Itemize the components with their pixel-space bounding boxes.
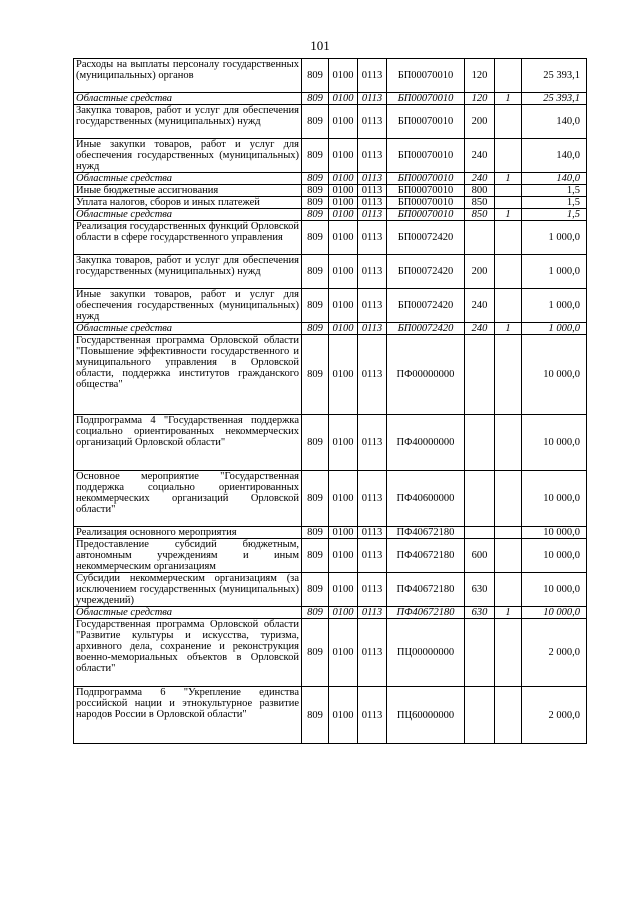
section-code-cell: 0100 [329,335,358,415]
funding-source-cell [495,335,522,415]
ministry-code-cell: 809 [302,573,329,607]
budget-table-body [74,59,587,744]
funding-source-cell [495,221,522,255]
table-row [74,105,587,139]
subsection-code-cell: 0113 [358,471,387,527]
subsection-code-cell: 0113 [358,335,387,415]
funding-source-cell: 1 [495,323,522,335]
subsection-code-cell: 0113 [358,221,387,255]
table-row [74,139,587,173]
table-row [74,209,587,221]
subsection-code-cell: 0113 [358,209,387,221]
table-row [74,323,587,335]
row-name-cell: Расходы на выплаты персоналу государственных (муниципальных) органов [74,59,302,93]
subsection-code-cell: 0113 [358,573,387,607]
expense-type-cell: 200 [465,255,495,289]
subsection-code-cell: 0113 [358,539,387,573]
funding-source-cell: 1 [495,607,522,619]
ministry-code-cell: 809 [302,255,329,289]
expense-type-cell: 200 [465,105,495,139]
row-name-cell: Государственная программа Орловской области "Повышение эффективности государственного и муниципального управления в Орловской области, поддержка институтов гражданского общества" [74,335,302,415]
section-code-cell: 0100 [329,289,358,323]
expense-type-cell: 600 [465,539,495,573]
table-row [74,173,587,185]
subsection-code-cell: 0113 [358,415,387,471]
target-article-cell: БП00072420 [387,289,465,323]
expense-type-cell [465,527,495,539]
target-article-cell: ПФ40672180 [387,527,465,539]
target-article-cell: БП00072420 [387,323,465,335]
subsection-code-cell: 0113 [358,105,387,139]
ministry-code-cell: 809 [302,335,329,415]
section-code-cell: 0100 [329,185,358,197]
subsection-code-cell: 0113 [358,323,387,335]
amount-cell: 25 393,1 [522,93,587,105]
target-article-cell: ПФ40672180 [387,573,465,607]
ministry-code-cell: 809 [302,687,329,744]
expense-type-cell: 630 [465,573,495,607]
row-name-cell: Реализация государственных функций Орловской области в сфере государственного управления [74,221,302,255]
subsection-code-cell: 0113 [358,255,387,289]
expense-type-cell [465,619,495,687]
amount-cell: 10 000,0 [522,415,587,471]
funding-source-cell [495,105,522,139]
funding-source-cell [495,619,522,687]
amount-cell: 10 000,0 [522,471,587,527]
funding-source-cell [495,471,522,527]
table-row [74,197,587,209]
subsection-code-cell: 0113 [358,173,387,185]
target-article-cell: ПФ40672180 [387,607,465,619]
funding-source-cell [495,415,522,471]
expense-type-cell: 120 [465,93,495,105]
target-article-cell: БП00070010 [387,139,465,173]
table-row [74,687,587,744]
ministry-code-cell: 809 [302,415,329,471]
expense-type-cell: 240 [465,289,495,323]
funding-source-cell: 1 [495,209,522,221]
subsection-code-cell: 0113 [358,289,387,323]
table-row [74,335,587,415]
target-article-cell: БП00070010 [387,93,465,105]
amount-cell: 1,5 [522,185,587,197]
funding-source-cell [495,139,522,173]
row-name-cell: Уплата налогов, сборов и иных платежей [74,197,302,209]
target-article-cell: ПФ40600000 [387,471,465,527]
section-code-cell: 0100 [329,539,358,573]
table-row [74,185,587,197]
ministry-code-cell: 809 [302,607,329,619]
row-name-cell: Предоставление субсидий бюджетным, автономным учреждениям и иным некоммерческим организациям [74,539,302,573]
section-code-cell: 0100 [329,573,358,607]
expense-type-cell: 240 [465,139,495,173]
funding-source-cell [495,185,522,197]
ministry-code-cell: 809 [302,527,329,539]
target-article-cell: ПЦ60000000 [387,687,465,744]
section-code-cell: 0100 [329,687,358,744]
section-code-cell: 0100 [329,471,358,527]
expense-type-cell: 800 [465,185,495,197]
funding-source-cell [495,687,522,744]
amount-cell: 1 000,0 [522,221,587,255]
row-name-cell: Иные закупки товаров, работ и услуг для обеспечения государственных (муниципальных) нужд [74,139,302,173]
section-code-cell: 0100 [329,173,358,185]
section-code-cell: 0100 [329,619,358,687]
section-code-cell: 0100 [329,255,358,289]
target-article-cell: ПЦ00000000 [387,619,465,687]
row-name-cell: Областные средства [74,607,302,619]
funding-source-cell [495,59,522,93]
section-code-cell: 0100 [329,415,358,471]
page-number: 101 [310,38,330,53]
funding-source-cell: 1 [495,93,522,105]
amount-cell: 1 000,0 [522,255,587,289]
row-name-cell: Иные бюджетные ассигнования [74,185,302,197]
ministry-code-cell: 809 [302,139,329,173]
table-row [74,527,587,539]
section-code-cell: 0100 [329,59,358,93]
amount-cell: 25 393,1 [522,59,587,93]
row-name-cell: Областные средства [74,93,302,105]
expense-type-cell [465,687,495,744]
ministry-code-cell: 809 [302,173,329,185]
target-article-cell: БП00070010 [387,105,465,139]
target-article-cell: БП00072420 [387,255,465,289]
subsection-code-cell: 0113 [358,607,387,619]
section-code-cell: 0100 [329,607,358,619]
expense-type-cell [465,221,495,255]
section-code-cell: 0100 [329,221,358,255]
funding-source-cell: 1 [495,173,522,185]
ministry-code-cell: 809 [302,209,329,221]
table-row [74,289,587,323]
subsection-code-cell: 0113 [358,59,387,93]
table-row [74,415,587,471]
funding-source-cell [495,539,522,573]
row-name-cell: Областные средства [74,209,302,221]
target-article-cell: ПФ00000000 [387,335,465,415]
table-row [74,619,587,687]
ministry-code-cell: 809 [302,93,329,105]
expense-type-cell: 120 [465,59,495,93]
expense-type-cell: 850 [465,197,495,209]
expense-type-cell [465,335,495,415]
ministry-code-cell: 809 [302,185,329,197]
amount-cell: 10 000,0 [522,573,587,607]
target-article-cell: БП00070010 [387,185,465,197]
funding-source-cell [495,255,522,289]
section-code-cell: 0100 [329,527,358,539]
ministry-code-cell: 809 [302,323,329,335]
amount-cell: 1 000,0 [522,289,587,323]
amount-cell: 2 000,0 [522,687,587,744]
amount-cell: 10 000,0 [522,539,587,573]
ministry-code-cell: 809 [302,59,329,93]
table-row [74,59,587,93]
section-code-cell: 0100 [329,105,358,139]
row-name-cell: Закупка товаров, работ и услуг для обеспечения государственных (муниципальных) нужд [74,255,302,289]
table-row [74,93,587,105]
section-code-cell: 0100 [329,197,358,209]
row-name-cell: Субсидии некоммерческим организациям (за исключением государственных (муниципальных) учреждений) [74,573,302,607]
amount-cell: 1,5 [522,209,587,221]
ministry-code-cell: 809 [302,619,329,687]
ministry-code-cell: 809 [302,539,329,573]
target-article-cell: БП00070010 [387,59,465,93]
subsection-code-cell: 0113 [358,93,387,105]
subsection-code-cell: 0113 [358,185,387,197]
target-article-cell: БП00070010 [387,173,465,185]
row-name-cell: Подпрограмма 6 "Укрепление единства российской нации и этнокультурное развитие народов России в Орловской области" [74,687,302,744]
subsection-code-cell: 0113 [358,687,387,744]
ministry-code-cell: 809 [302,197,329,209]
funding-source-cell [495,527,522,539]
target-article-cell: БП00070010 [387,209,465,221]
table-row [74,573,587,607]
amount-cell: 140,0 [522,173,587,185]
expense-type-cell: 240 [465,323,495,335]
row-name-cell: Закупка товаров, работ и услуг для обеспечения государственных (муниципальных) нужд [74,105,302,139]
amount-cell: 2 000,0 [522,619,587,687]
budget-table [73,58,587,744]
table-row [74,221,587,255]
amount-cell: 1,5 [522,197,587,209]
section-code-cell: 0100 [329,209,358,221]
row-name-cell: Основное мероприятие "Государственная поддержка социально ориентированных некоммерческих организаций Орловской области" [74,471,302,527]
target-article-cell: ПФ40000000 [387,415,465,471]
section-code-cell: 0100 [329,323,358,335]
amount-cell: 10 000,0 [522,335,587,415]
funding-source-cell [495,573,522,607]
funding-source-cell [495,289,522,323]
amount-cell: 10 000,0 [522,527,587,539]
subsection-code-cell: 0113 [358,619,387,687]
section-code-cell: 0100 [329,139,358,173]
subsection-code-cell: 0113 [358,197,387,209]
table-row [74,471,587,527]
expense-type-cell: 240 [465,173,495,185]
row-name-cell: Областные средства [74,173,302,185]
amount-cell: 10 000,0 [522,607,587,619]
expense-type-cell [465,415,495,471]
row-name-cell: Областные средства [74,323,302,335]
row-name-cell: Подпрограмма 4 "Государственная поддержка социально ориентированных некоммерческих организаций Орловской области" [74,415,302,471]
expense-type-cell: 630 [465,607,495,619]
subsection-code-cell: 0113 [358,527,387,539]
ministry-code-cell: 809 [302,105,329,139]
funding-source-cell [495,197,522,209]
target-article-cell: БП00072420 [387,221,465,255]
row-name-cell: Государственная программа Орловской области "Развитие культуры и искусства, туризма, архивного дела, сохранение и реконструкция военно-мемориальных объектов в Орловской области" [74,619,302,687]
row-name-cell: Иные закупки товаров, работ и услуг для обеспечения государственных (муниципальных) нужд [74,289,302,323]
row-name-cell: Реализация основного мероприятия [74,527,302,539]
ministry-code-cell: 809 [302,471,329,527]
ministry-code-cell: 809 [302,289,329,323]
target-article-cell: БП00070010 [387,197,465,209]
table-row [74,607,587,619]
amount-cell: 140,0 [522,139,587,173]
target-article-cell: ПФ40672180 [387,539,465,573]
table-row [74,255,587,289]
amount-cell: 1 000,0 [522,323,587,335]
expense-type-cell [465,471,495,527]
subsection-code-cell: 0113 [358,139,387,173]
section-code-cell: 0100 [329,93,358,105]
expense-type-cell: 850 [465,209,495,221]
table-row [74,539,587,573]
ministry-code-cell: 809 [302,221,329,255]
amount-cell: 140,0 [522,105,587,139]
